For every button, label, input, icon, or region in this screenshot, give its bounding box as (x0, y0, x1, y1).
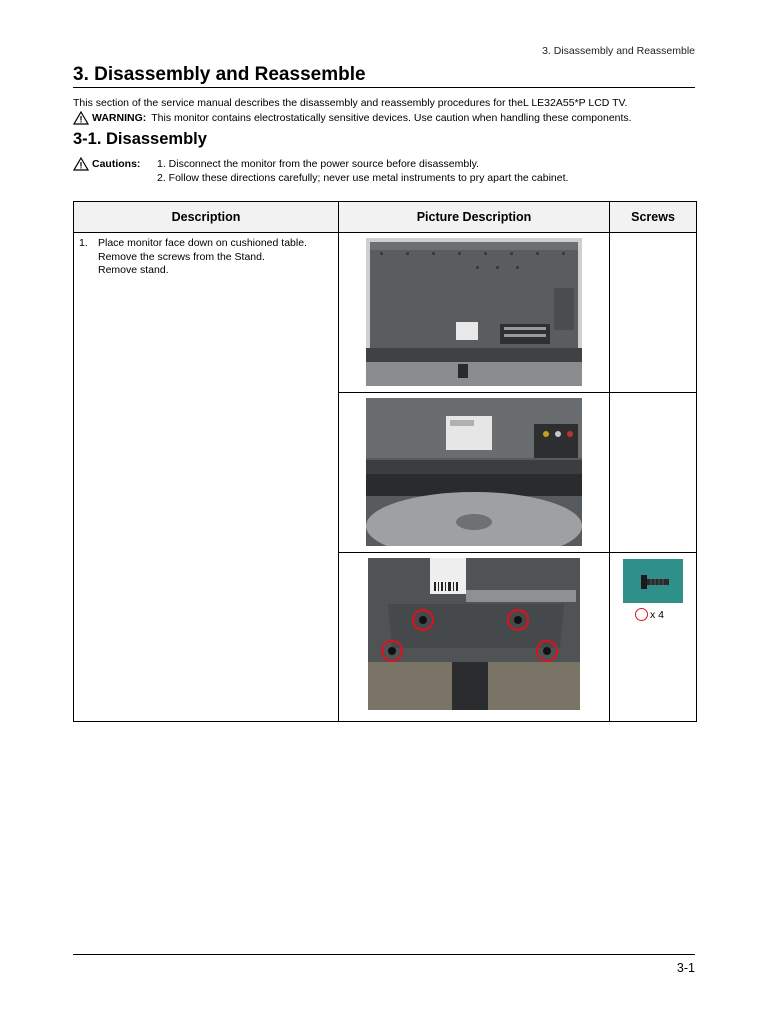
step-line: Remove the screws from the Stand. (98, 250, 265, 263)
step-number: 1. (79, 237, 88, 249)
warning-label: WARNING: (92, 111, 147, 124)
picture-cell (339, 553, 610, 722)
stand-base-photo (366, 398, 582, 546)
warning-line (73, 111, 703, 126)
warning-icon (73, 111, 89, 125)
intro-text: This section of the service manual describes the disassembly and reassembly procedures for theL LE32A55*P LCD TV. (73, 97, 628, 109)
step-description-cell (74, 233, 339, 722)
step-line: Place monitor face down on cushioned table. (98, 237, 307, 249)
page-number: 3-1 (676, 961, 695, 975)
intro-block (73, 96, 703, 125)
cautions-list (157, 157, 568, 185)
step-line: Remove stand. (98, 264, 169, 276)
header-picture: Picture Description (339, 202, 610, 233)
running-header: 3. Disassembly and Reassemble (542, 45, 695, 57)
section-title: 3. Disassembly and Reassemble (73, 64, 695, 88)
screw-quantity-text: x 4 (650, 608, 665, 621)
screw-photo (623, 559, 683, 603)
caution-item: 1. Disconnect the monitor from the power source before disassembly. (157, 158, 479, 170)
header-screws: Screws (610, 202, 697, 233)
caution-item: 2. Follow these directions carefully; never use metal instruments to pry apart the cabinet. (157, 172, 569, 184)
screws-cell (610, 233, 697, 393)
footer-rule (73, 954, 695, 955)
caution-icon (73, 157, 89, 171)
screw-quantity (635, 608, 696, 621)
warning-text: This monitor contains electrostatically sensitive devices. Use caution when handling these components. (151, 111, 632, 124)
cautions-block (73, 157, 703, 185)
screws-cell (610, 553, 697, 722)
tv-back-photo (366, 238, 582, 386)
subsection-title: 3-1. Disassembly (73, 130, 207, 148)
highlight-ring-icon (635, 608, 648, 621)
picture-cell (339, 393, 610, 553)
cautions-label: Cautions: (92, 158, 141, 170)
disassembly-table (73, 201, 697, 722)
stand-screws-photo (368, 558, 580, 710)
picture-cell (339, 233, 610, 393)
screws-cell (610, 393, 697, 553)
header-description: Description (74, 202, 339, 233)
